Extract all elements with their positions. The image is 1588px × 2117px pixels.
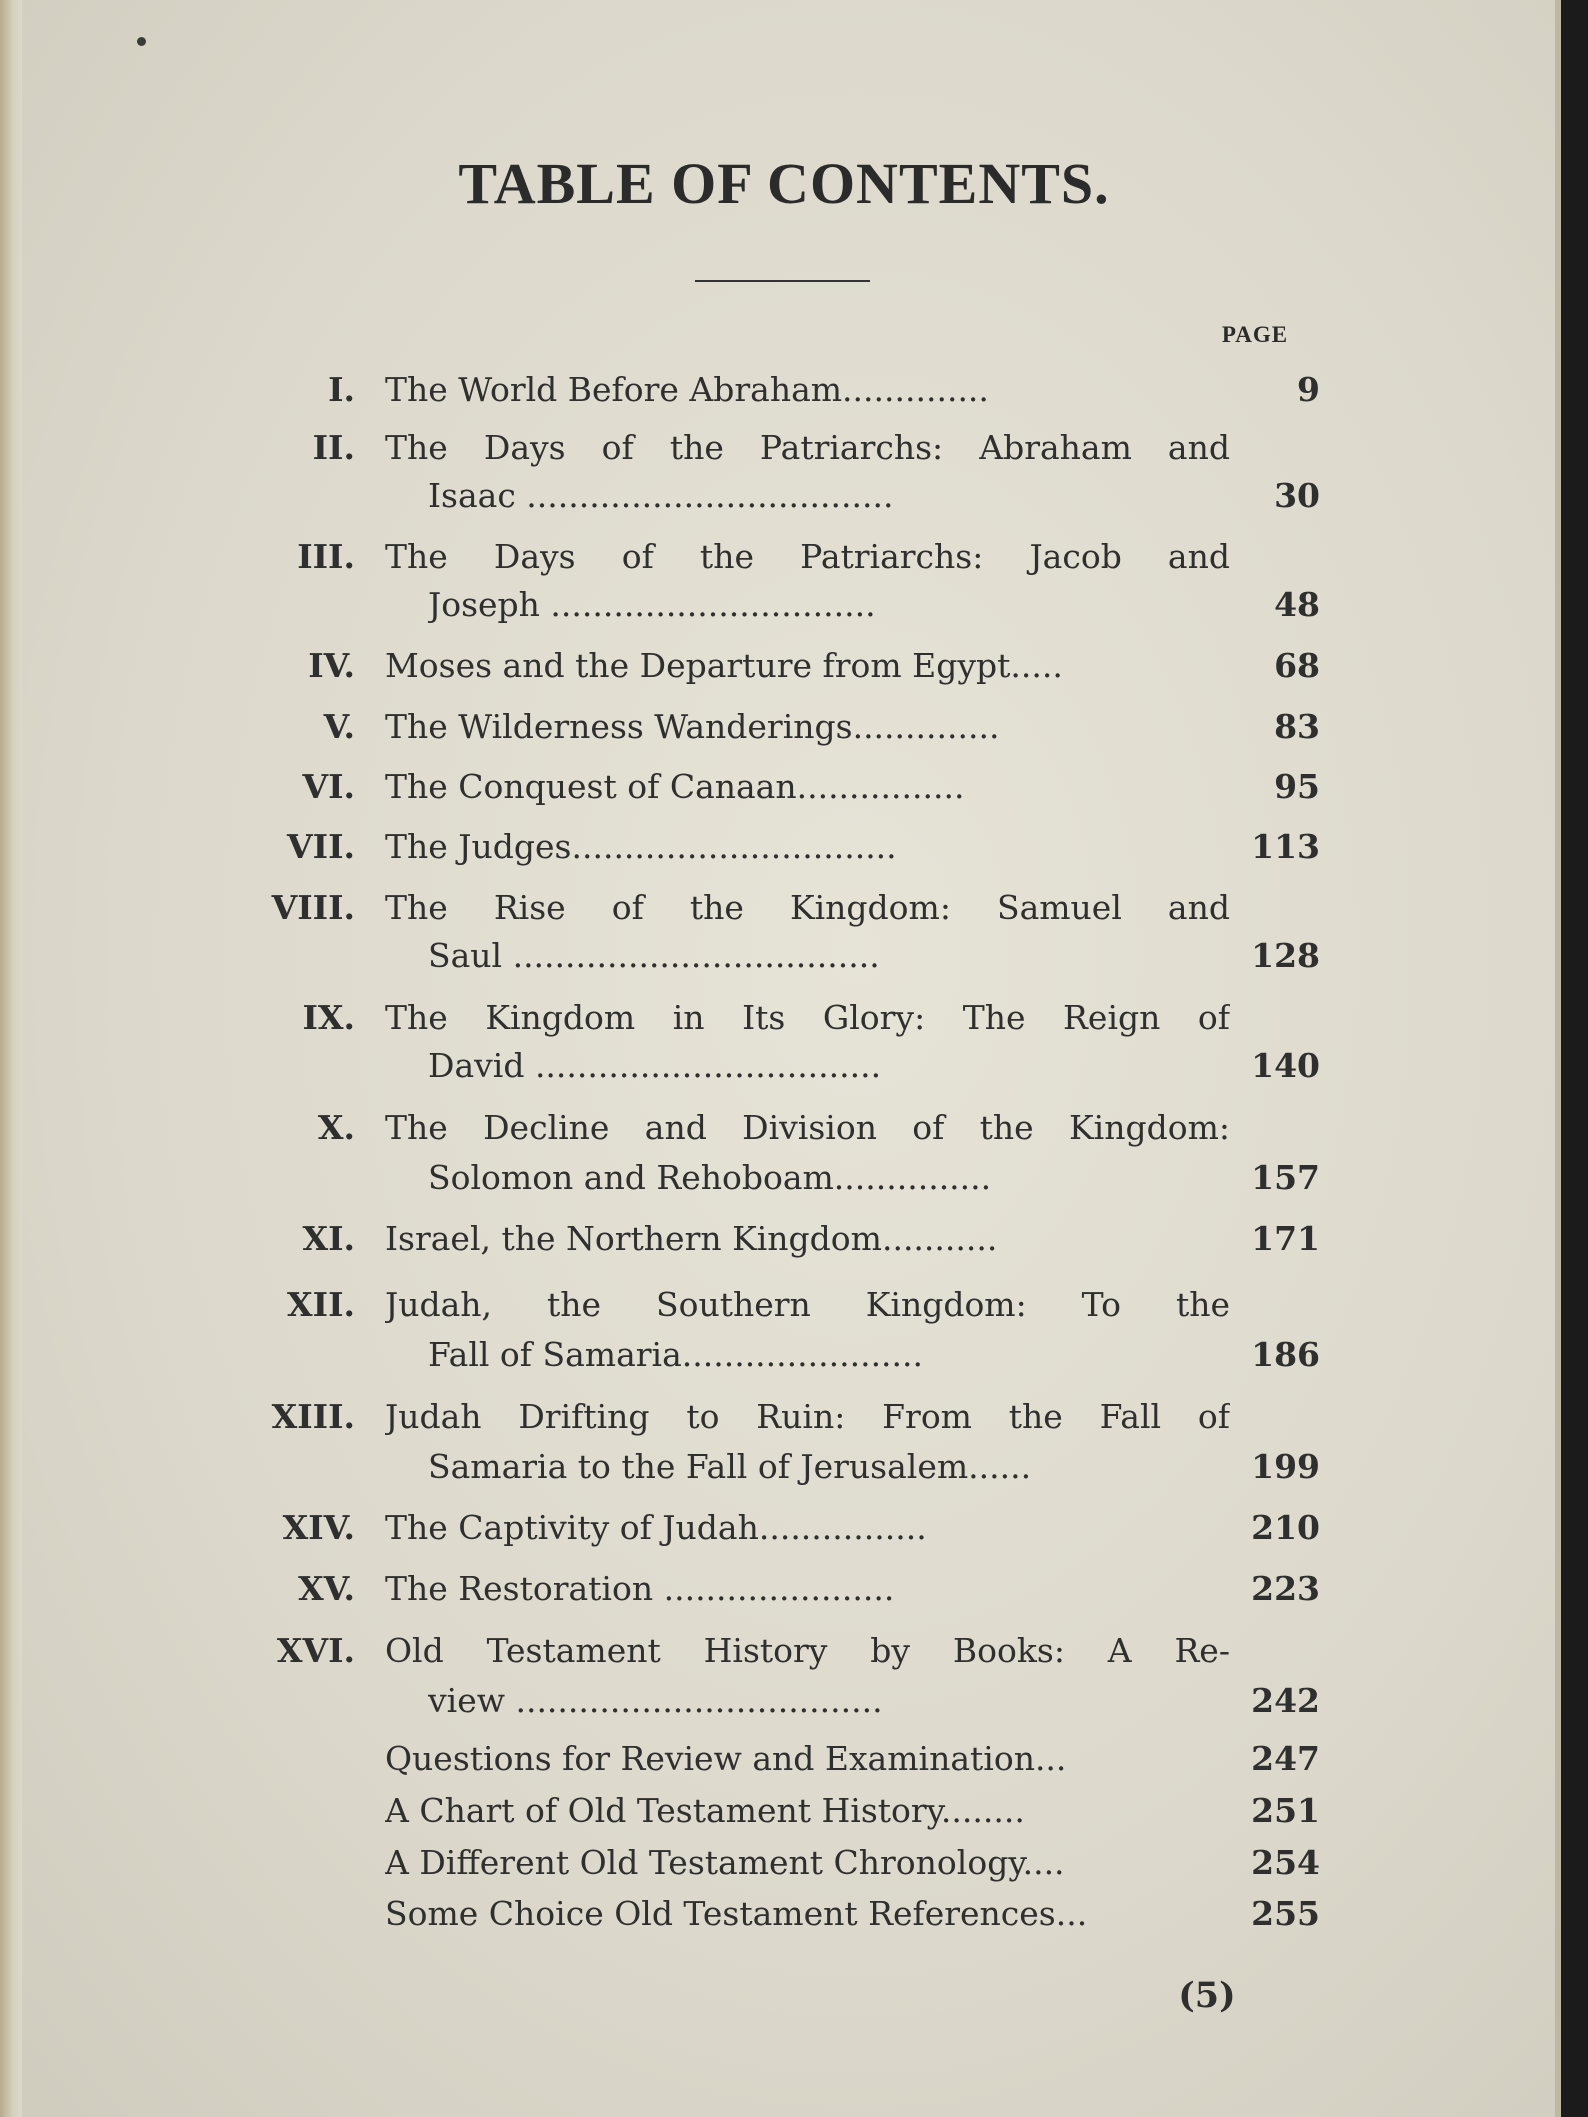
page-column-heading: PAGE [1221, 322, 1289, 347]
chapter-number: VII. [287, 827, 355, 866]
page-ref: 9 [1297, 370, 1320, 409]
page-ref: 254 [1251, 1843, 1320, 1882]
chapter-title: The Captivity of Judah................ [385, 1508, 927, 1547]
page-ref: 128 [1251, 936, 1320, 975]
chapter-title: The Conquest of Canaan................ [385, 767, 965, 806]
chapter-number: V. [323, 707, 355, 746]
page-ref: 242 [1251, 1681, 1320, 1720]
chapter-number: I. [328, 370, 355, 409]
chapter-number: IV. [308, 646, 355, 685]
page-ref: 157 [1251, 1158, 1320, 1197]
chapter-title: Judah Drifting to Ruin: From the Fall of [385, 1397, 1230, 1436]
chapter-number: VIII. [271, 888, 355, 927]
chapter-number: XIII. [271, 1397, 355, 1436]
chapter-title: Israel, the Northern Kingdom........... [385, 1219, 998, 1258]
page-ref: 223 [1251, 1569, 1320, 1608]
page-number: (5) [1178, 1975, 1236, 2016]
chapter-title: The Restoration ...................... [385, 1569, 895, 1608]
page-ref: 210 [1251, 1508, 1320, 1547]
chapter-title: The World Before Abraham.............. [385, 370, 989, 409]
chapter-title: A Different Old Testament Chronology.... [385, 1843, 1065, 1882]
chapter-number: II. [312, 428, 355, 467]
page-ref: 68 [1274, 646, 1320, 685]
chapter-title: The Rise of the Kingdom: Samuel and [385, 888, 1230, 927]
page-ref: 30 [1274, 476, 1320, 515]
chapter-number: XII. [287, 1285, 355, 1324]
chapter-title: Judah, the Southern Kingdom: To the [385, 1285, 1230, 1324]
page-ref: 247 [1251, 1739, 1320, 1778]
chapter-title-continued: Samaria to the Fall of Jerusalem...... [428, 1447, 1032, 1486]
chapter-number: XIV. [282, 1508, 355, 1547]
chapter-number: XI. [302, 1219, 355, 1258]
page-ref: 48 [1274, 585, 1320, 624]
chapter-title-continued: Joseph ............................... [428, 585, 876, 624]
chapter-title-continued: Solomon and Rehoboam............... [428, 1158, 992, 1197]
chapter-title-continued: David ................................. [428, 1046, 882, 1085]
page-title: TABLE OF CONTENTS. [458, 151, 1110, 216]
chapter-number: X. [317, 1108, 355, 1147]
chapter-number: III. [297, 537, 355, 576]
page-ref: 171 [1251, 1219, 1320, 1258]
chapter-title-continued: Fall of Samaria....................... [428, 1335, 924, 1374]
chapter-number: VI. [302, 767, 355, 806]
chapter-title: Moses and the Departure from Egypt..... [385, 646, 1063, 685]
chapter-title-continued: Isaac ................................... [428, 476, 894, 515]
chapter-number: XV. [298, 1569, 355, 1608]
page-ref: 140 [1251, 1046, 1320, 1085]
chapter-title: A Chart of Old Testament History........ [385, 1791, 1025, 1830]
page-ref: 199 [1251, 1447, 1320, 1486]
chapter-title-continued: view ................................... [428, 1681, 883, 1720]
page-ref: 186 [1251, 1335, 1320, 1374]
chapter-title: Questions for Review and Examination... [385, 1739, 1067, 1778]
page-ref: 83 [1274, 707, 1320, 746]
page-ref: 95 [1274, 767, 1320, 806]
chapter-title: The Decline and Division of the Kingdom: [385, 1108, 1230, 1147]
chapter-title: The Days of the Patriarchs: Abraham and [385, 428, 1230, 467]
chapter-number: XVI. [276, 1631, 355, 1670]
chapter-title: Old Testament History by Books: A Re- [385, 1631, 1230, 1670]
chapter-title-continued: Saul ................................... [428, 936, 880, 975]
chapter-title: Some Choice Old Testament References... [385, 1894, 1088, 1933]
chapter-title: The Judges............................... [385, 827, 897, 866]
page-ref: 251 [1251, 1791, 1320, 1830]
chapter-title: The Wilderness Wanderings.............. [385, 707, 1000, 746]
page-ref: 255 [1251, 1894, 1320, 1933]
page-ref: 113 [1251, 827, 1320, 866]
chapter-title: The Kingdom in Its Glory: The Reign of [385, 998, 1230, 1037]
chapter-number: IX. [302, 998, 355, 1037]
chapter-title: The Days of the Patriarchs: Jacob and [385, 537, 1230, 576]
